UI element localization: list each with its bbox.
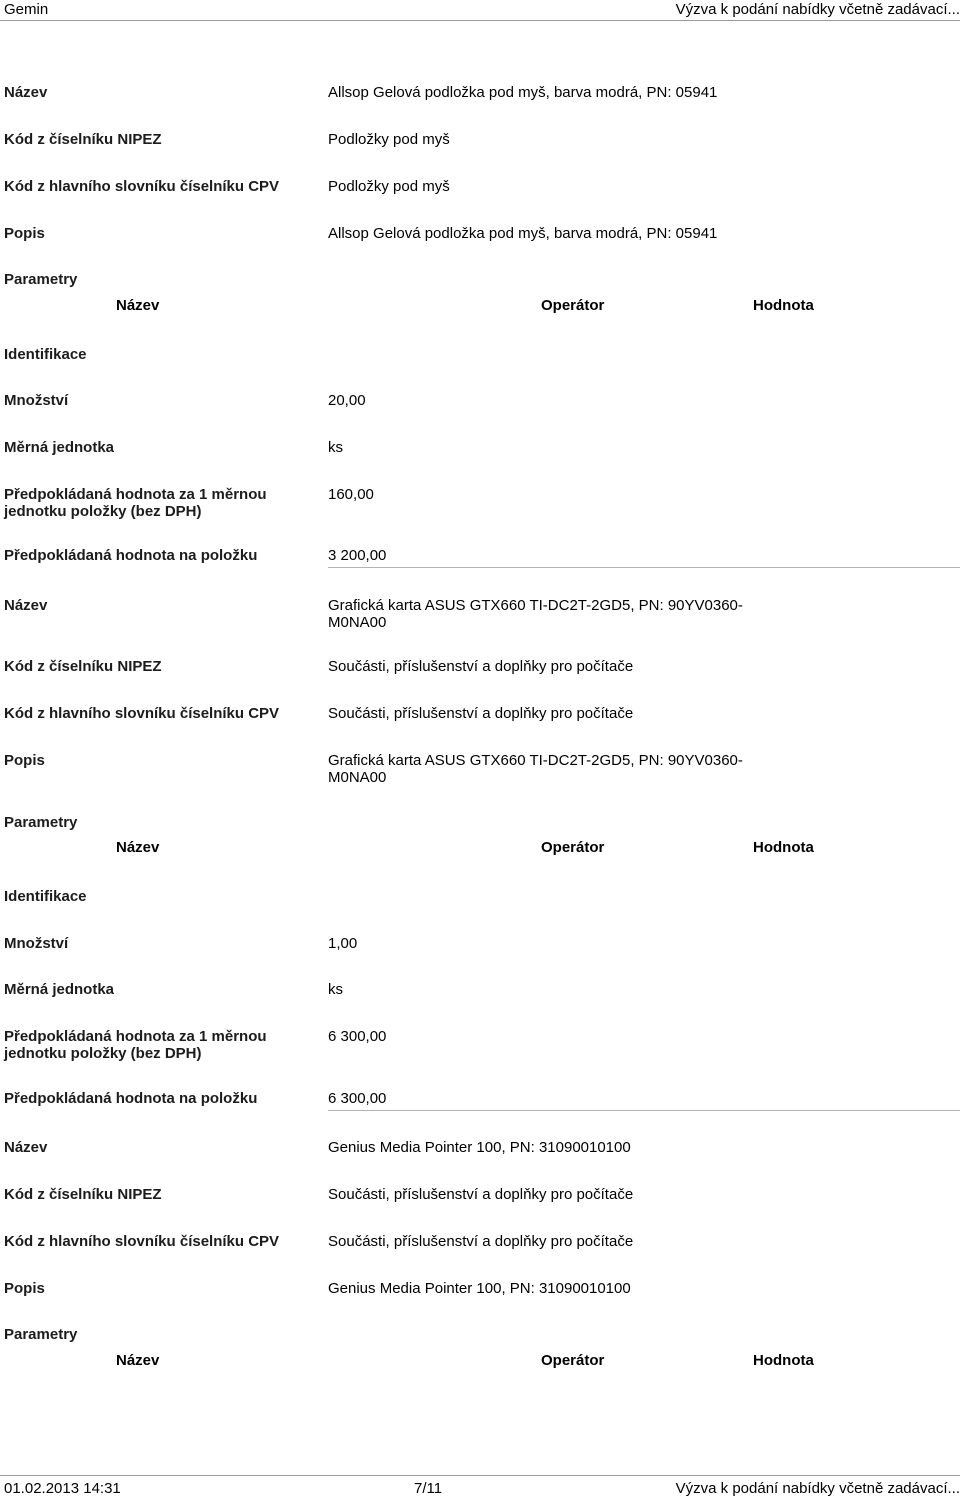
- param-col-operator: Operátor: [541, 1352, 605, 1369]
- label-merna-jednotka: Měrná jednotka: [4, 439, 115, 456]
- value-mnozstvi: 1,00: [328, 935, 358, 952]
- value-kod-cpv: Podložky pod myš: [328, 178, 450, 195]
- value-kod-nipez: Součásti, příslušenství a doplňky pro počítače: [328, 1186, 634, 1203]
- param-col-nazev: Název: [116, 297, 160, 314]
- value-hodnota-za-jednotku: 6 300,00: [328, 1028, 387, 1045]
- value-merna-jednotka: ks: [328, 439, 343, 456]
- value-hodnota-za-jednotku: 160,00: [328, 486, 374, 503]
- param-col-nazev: Název: [116, 1352, 160, 1369]
- value-nazev: Grafická karta ASUS GTX660 TI-DC2T-2GD5, PN: 90YV0360-M0NA00: [328, 597, 743, 631]
- value-hodnota-na-polozku: 3 200,00: [328, 547, 387, 564]
- label-kod-cpv: Kód z hlavního slovníku číselníku CPV: [4, 705, 280, 722]
- item-separator: [328, 1110, 960, 1111]
- label-hodnota-za-jednotku: Předpokládaná hodnota za 1 měrnou jednotku položky (bez DPH): [4, 1028, 267, 1062]
- footer-date: 01.02.2013 14:31: [4, 1480, 121, 1496]
- value-nazev: Genius Media Pointer 100, PN: 31090010100: [328, 1139, 631, 1156]
- page-footer: [0, 1475, 960, 1496]
- item-separator: [328, 567, 960, 568]
- label-popis: Popis: [4, 225, 45, 242]
- label-identifikace: Identifikace: [4, 346, 87, 363]
- label-merna-jednotka: Měrná jednotka: [4, 981, 115, 998]
- value-kod-nipez: Součásti, příslušenství a doplňky pro počítače: [328, 658, 634, 675]
- value-popis: Grafická karta ASUS GTX660 TI-DC2T-2GD5, PN: 90YV0360-M0NA00: [328, 752, 743, 786]
- value-kod-cpv: Součásti, příslušenství a doplňky pro počítače: [328, 1233, 634, 1250]
- label-mnozstvi: Množství: [4, 392, 69, 409]
- label-parametry: Parametry: [4, 1326, 78, 1343]
- footer-title: Výzva k podání nabídky včetně zadávací...: [675, 1480, 960, 1496]
- header-left-text: Gemin: [4, 1, 49, 18]
- label-kod-nipez: Kód z číselníku NIPEZ: [4, 658, 162, 675]
- label-kod-cpv: Kód z hlavního slovníku číselníku CPV: [4, 1233, 280, 1250]
- label-mnozstvi: Množství: [4, 935, 69, 952]
- label-kod-cpv: Kód z hlavního slovníku číselníku CPV: [4, 178, 280, 195]
- value-popis: Allsop Gelová podložka pod myš, barva modrá, PN: 05941: [328, 225, 718, 242]
- header-right-text: Výzva k podání nabídky včetně zadávací...: [675, 1, 960, 18]
- label-nazev: Název: [4, 1139, 48, 1156]
- param-col-hodnota: Hodnota: [753, 839, 814, 856]
- value-merna-jednotka: ks: [328, 981, 343, 998]
- value-nazev: Allsop Gelová podložka pod myš, barva modrá, PN: 05941: [328, 84, 718, 101]
- label-nazev: Název: [4, 597, 48, 614]
- footer-page-number: 7/11: [414, 1480, 443, 1496]
- page-header: [0, 0, 960, 21]
- label-kod-nipez: Kód z číselníku NIPEZ: [4, 1186, 162, 1203]
- value-kod-cpv: Součásti, příslušenství a doplňky pro počítače: [328, 705, 634, 722]
- label-parametry: Parametry: [4, 271, 78, 288]
- param-col-hodnota: Hodnota: [753, 297, 814, 314]
- param-col-nazev: Název: [116, 839, 160, 856]
- label-popis: Popis: [4, 1280, 45, 1297]
- label-hodnota-na-polozku: Předpokládaná hodnota na položku: [4, 547, 258, 564]
- value-hodnota-na-polozku: 6 300,00: [328, 1090, 387, 1107]
- param-col-operator: Operátor: [541, 839, 605, 856]
- value-mnozstvi: 20,00: [328, 392, 366, 409]
- param-col-operator: Operátor: [541, 297, 605, 314]
- label-parametry: Parametry: [4, 814, 78, 831]
- label-kod-nipez: Kód z číselníku NIPEZ: [4, 131, 162, 148]
- label-identifikace: Identifikace: [4, 888, 87, 905]
- value-popis: Genius Media Pointer 100, PN: 31090010100: [328, 1280, 631, 1297]
- param-col-hodnota: Hodnota: [753, 1352, 814, 1369]
- value-kod-nipez: Podložky pod myš: [328, 131, 450, 148]
- label-hodnota-na-polozku: Předpokládaná hodnota na položku: [4, 1090, 258, 1107]
- label-hodnota-za-jednotku: Předpokládaná hodnota za 1 měrnou jednotku položky (bez DPH): [4, 486, 267, 520]
- label-popis: Popis: [4, 752, 45, 769]
- label-nazev: Název: [4, 84, 48, 101]
